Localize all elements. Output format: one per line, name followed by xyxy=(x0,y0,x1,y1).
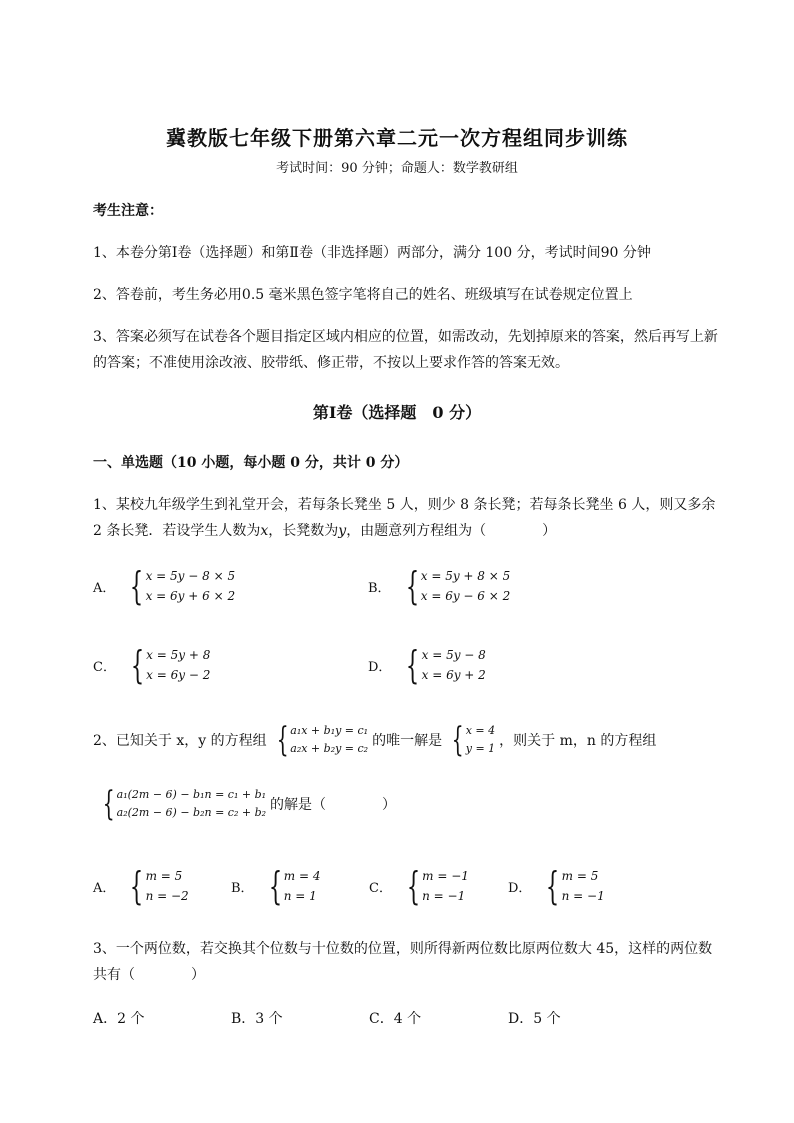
brace-glyph: { xyxy=(130,564,144,608)
equation: y = 1 xyxy=(465,742,496,755)
option-label: C． xyxy=(93,659,116,675)
equation: x = 5y + 8 xyxy=(146,648,211,662)
section-title: 第Ⅰ卷（选择题 0 分） xyxy=(312,403,482,422)
equation: m = −1 xyxy=(422,869,469,883)
q3-option-c[interactable]: C．4 个 xyxy=(369,1011,422,1027)
brace-glyph: { xyxy=(130,643,145,687)
option-label: A． xyxy=(93,580,116,596)
equation: a₁x + b₁y = c₁ xyxy=(290,724,369,737)
q1-stem-text-a: 2 条长凳．若设学生人数为 xyxy=(93,523,261,539)
q1-option-c[interactable] xyxy=(93,645,210,685)
q2-stem-line-1 xyxy=(93,722,656,758)
q1-stem-line-2 xyxy=(93,520,556,540)
equation: a₁(2m − 6) − b₁n = c₁ + b₁ xyxy=(116,788,267,801)
notice-item-2: 2、答卷前，考生务必用0.5 毫米黑色签字笔将自己的姓名、班级填写在试卷规定位置上 xyxy=(93,287,633,303)
q2-stem-text-d: 的解是（ ） xyxy=(270,797,397,813)
equation-system xyxy=(119,566,235,606)
equation-system xyxy=(396,866,469,906)
equation: m = 5 xyxy=(145,869,183,883)
q1-stem-text-b: ，长凳数为 xyxy=(268,523,339,539)
brace-glyph: { xyxy=(406,643,420,687)
q3-option-a[interactable]: A．2 个 xyxy=(93,1011,145,1027)
q2-option-d[interactable] xyxy=(508,866,605,906)
equation: x = 6y + 2 xyxy=(421,668,486,682)
equation: n = 1 xyxy=(283,889,317,903)
notice-item-3-line-1: 3、答案必须写在试卷各个题目指定区域内相应的位置，如需改动，先划掉原来的答案，然后再写上新 xyxy=(93,329,718,345)
option-label: D． xyxy=(508,880,532,896)
option-label: C． xyxy=(369,880,392,896)
equation-system xyxy=(395,566,511,606)
equation-system xyxy=(258,866,321,906)
equation: x = 6y − 6 × 2 xyxy=(420,589,511,603)
brace-glyph: { xyxy=(451,720,464,760)
q2-stem-text-b: 的唯一解是 xyxy=(372,733,443,749)
equation-system xyxy=(395,645,485,685)
option-label: D． xyxy=(368,659,392,675)
q3-option-b[interactable]: B．3 个 xyxy=(231,1011,283,1027)
option-label: B． xyxy=(368,580,391,596)
q3-stem-line-2: 共有（ ） xyxy=(93,967,205,983)
equation: n = −1 xyxy=(561,889,605,903)
q1-stem-line-1: 1、某校九年级学生到礼堂开会，若每条长凳坐 5 人，则少 8 条长凳；若每条长凳坐 6 人，则又多余 xyxy=(93,497,716,513)
equation: n = −2 xyxy=(145,889,189,903)
brace-glyph: { xyxy=(276,720,289,760)
equation-system xyxy=(119,866,188,906)
equation: x = 4 xyxy=(465,724,496,737)
equation: a₂(2m − 6) − b₂n = c₂ + b₂ xyxy=(116,806,267,819)
option-label: A． xyxy=(93,880,116,896)
equation-system xyxy=(120,645,210,685)
notice-item-1: 1、本卷分第Ⅰ卷（选择题）和第Ⅱ卷（非选择题）两部分，满分 100 分，考试时间90 分钟 xyxy=(93,245,651,261)
q1-option-b[interactable] xyxy=(368,566,510,606)
brace-glyph: { xyxy=(406,864,421,908)
exam-info: 考试时间：90 分钟；命题人：数学教研组 xyxy=(276,161,518,176)
equation: x = 5y − 8 xyxy=(421,648,486,662)
q3-option-d[interactable]: D．5 个 xyxy=(508,1011,561,1027)
q2-stem-text-c: ，则关于 m，n 的方程组 xyxy=(499,733,657,749)
q1-var-x: x xyxy=(260,523,269,539)
part-heading: 一、单选题（10 小题，每小题 0 分，共计 0 分） xyxy=(93,455,409,471)
equation: n = −1 xyxy=(422,889,466,903)
equation: x = 6y − 2 xyxy=(146,668,211,682)
q1-stem-text-c: ，由题意列方程组为（ ） xyxy=(346,523,557,539)
brace-glyph: { xyxy=(405,564,419,608)
equation: m = 5 xyxy=(561,869,599,883)
q2-stem-text-a: 2、已知关于 x，y 的方程组 xyxy=(93,733,267,749)
page-title: 冀教版七年级下册第六章二元一次方程组同步训练 xyxy=(166,126,628,150)
equation: x = 5y − 8 × 5 xyxy=(145,569,236,583)
brace-glyph: { xyxy=(102,784,115,824)
brace-glyph: { xyxy=(546,864,560,908)
notice-heading: 考生注意： xyxy=(93,203,163,219)
q1-option-a[interactable] xyxy=(93,566,235,606)
q2-stem-line-2 xyxy=(93,786,396,822)
q1-option-d[interactable] xyxy=(368,645,486,685)
equation: x = 6y + 6 × 2 xyxy=(145,589,236,603)
q2-option-a[interactable] xyxy=(93,866,189,906)
brace-glyph: { xyxy=(268,864,282,908)
equation: a₂x + b₂y = c₂ xyxy=(290,742,369,755)
q2-given-solution xyxy=(442,722,495,758)
q2-option-b[interactable] xyxy=(231,866,320,906)
equation: m = 4 xyxy=(283,869,321,883)
equation-system xyxy=(535,866,604,906)
q2-option-c[interactable] xyxy=(369,866,469,906)
q2-given-system xyxy=(267,722,368,758)
q3-stem-line-1: 3、一个两位数，若交换其个位数与十位数的位置，则所得新两位数比原两位数大 45，这样的两位数 xyxy=(93,941,713,957)
equation: x = 5y + 8 × 5 xyxy=(420,569,511,583)
q2-target-system xyxy=(93,786,266,822)
notice-item-3-line-2: 的答案；不准使用涂改液、胶带纸、修正带，不按以上要求作答的答案无效。 xyxy=(93,355,569,371)
q1-var-y: y xyxy=(338,523,347,539)
option-label: B． xyxy=(231,880,254,896)
brace-glyph: { xyxy=(130,864,144,908)
